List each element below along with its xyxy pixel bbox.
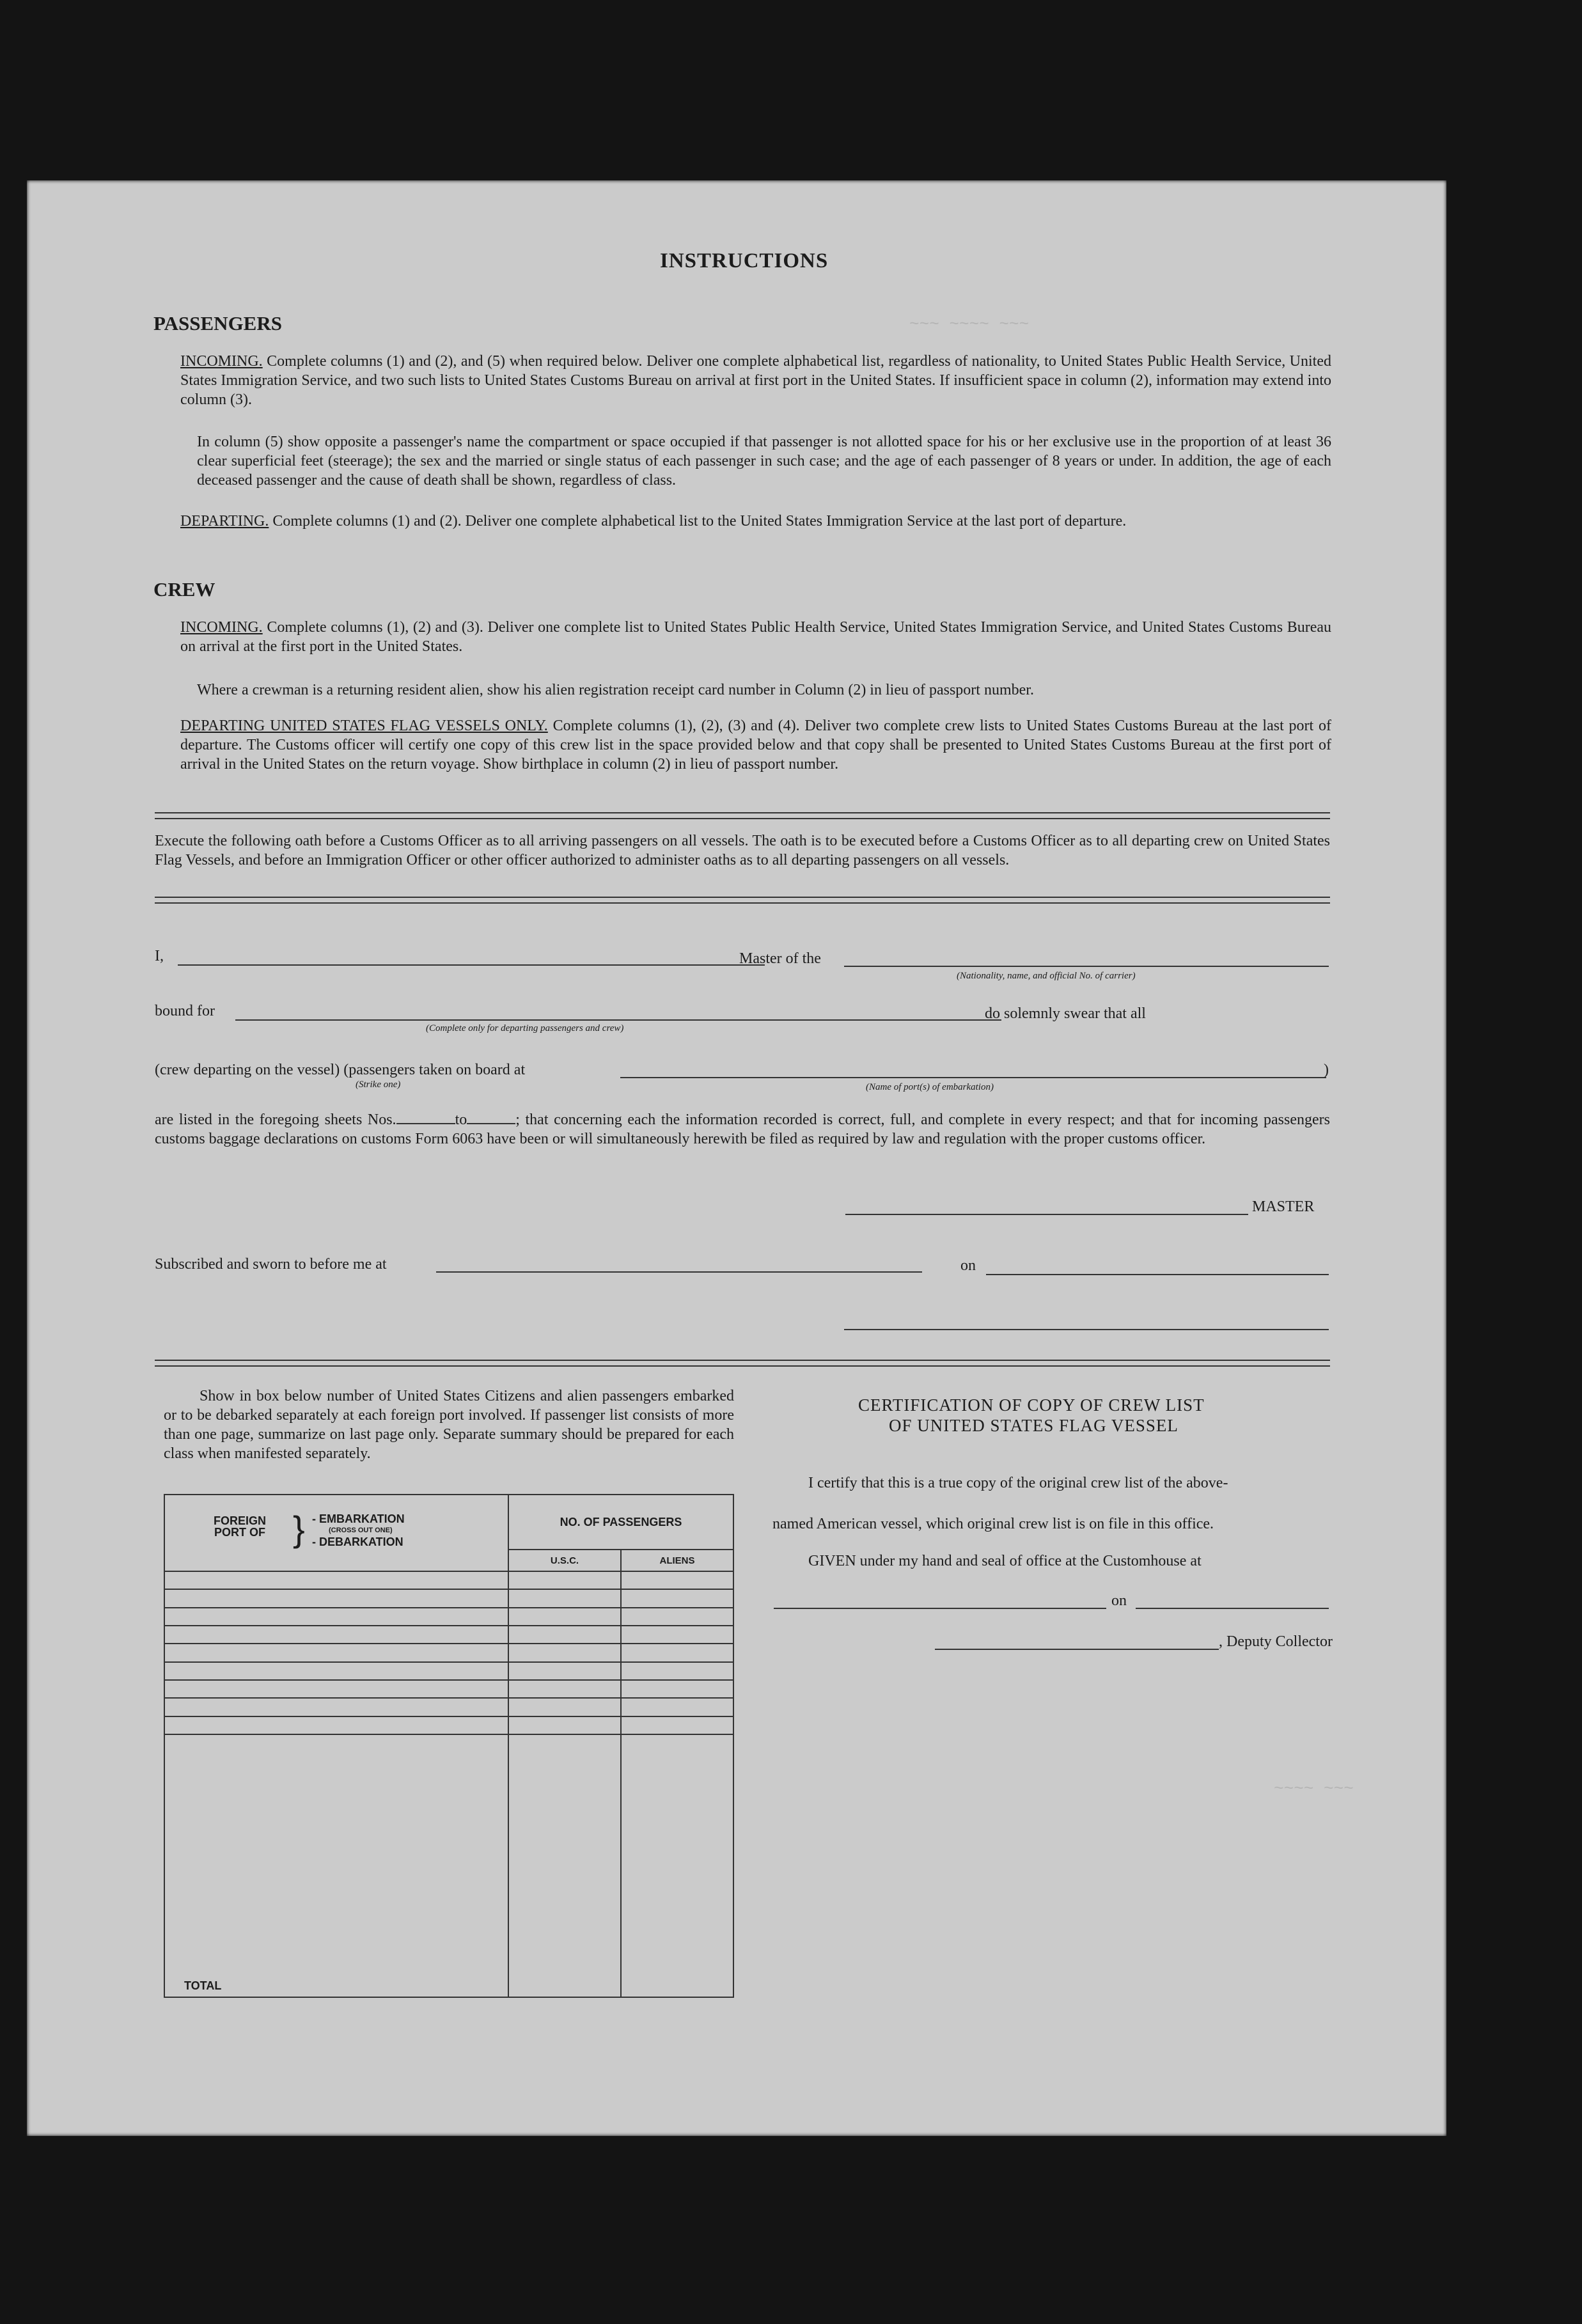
usc-cell[interactable]: [508, 1716, 621, 1734]
port-cell[interactable]: [164, 1716, 508, 1734]
officer-signature-field[interactable]: [844, 1329, 1329, 1330]
foreign-port-of-label: FOREIGN PORT OF: [213, 1514, 266, 1539]
swear-label: do solemnly swear that all: [985, 1005, 1146, 1022]
carrier-field[interactable]: [844, 966, 1329, 967]
brace-glyph: }: [293, 1509, 305, 1549]
table-row: [164, 1589, 733, 1607]
cert-on-label: on: [1111, 1592, 1127, 1609]
usc-cell[interactable]: [508, 1608, 621, 1626]
departing-only-note: (Complete only for departing passengers and crew): [426, 1023, 624, 1033]
crew-departing-text: Complete columns (1), (2), (3) and (4). Deliver two complete crew lists to United States Customs Bureau at the last port of departure. The Customs officer will certify one copy of this crew list in the space provided below and that copy shall be presented to United States Customs Bureau at the first port of arrival in the United States on the return voyage. Show birthplace in column (2) in lieu of passport number.: [180, 718, 1331, 773]
usc-total-cell[interactable]: [508, 1734, 621, 1997]
embarkation-label: - EMBARKATION: [312, 1512, 405, 1525]
table-row: [164, 1662, 733, 1680]
customhouse-field[interactable]: [774, 1608, 1106, 1609]
oath-i-label: I,: [155, 948, 164, 964]
oath-intro: Execute the following oath before a Customs Officer as to all arriving passengers on all vessels. The oath is to be executed before a Customs Officer as to all departing crew on United States Flag Vessels, and before an Immigration Officer or other officer authorized to administer oaths as to all departing passengers on all vessels.: [155, 833, 1330, 868]
table-row: [164, 1680, 733, 1698]
no-of-passengers-header: NO. OF PASSENGERS: [508, 1495, 733, 1550]
master-name-field[interactable]: [178, 964, 765, 966]
port-cell[interactable]: [164, 1571, 508, 1589]
divider: [155, 812, 1330, 819]
aliens-cell[interactable]: [621, 1608, 733, 1626]
sheet-to-field[interactable]: [467, 1123, 515, 1124]
usc-header: U.S.C.: [508, 1550, 621, 1571]
listed-label: are listed in the foregoing sheets Nos.: [155, 1111, 396, 1128]
table-row: [164, 1626, 733, 1644]
crew-resident: Where a crewman is a returning resident alien, show his alien registration receipt card number in Column (2) in lieu of passport number.: [197, 682, 1034, 698]
port-cell[interactable]: [164, 1644, 508, 1661]
bound-for-field[interactable]: [235, 1019, 1001, 1021]
divider: [155, 1360, 1330, 1367]
sworn-date-field[interactable]: [986, 1274, 1329, 1275]
subscribed-label: Subscribed and sworn to before me at: [155, 1256, 387, 1273]
divider: [155, 897, 1330, 904]
table-row: [164, 1608, 733, 1626]
aliens-cell[interactable]: [621, 1644, 733, 1661]
listed-remainder: ; that concerning each the information recorded is correct, full, and complete in every respect; and that for incoming passengers customs baggage declarations on customs Form 6063 have been or will simultaneously herewith be filed as required by law and regulation with the proper customs officer.: [155, 1111, 1330, 1147]
oath-listed-text: [155, 1110, 1330, 1149]
usc-cell[interactable]: [508, 1644, 621, 1661]
usc-cell[interactable]: [508, 1626, 621, 1644]
crew-incoming-label: INCOMING.: [180, 619, 263, 636]
deputy-collector-label: , Deputy Collector: [1219, 1633, 1333, 1650]
aliens-cell[interactable]: [621, 1571, 733, 1589]
page-title: INSTRUCTIONS: [660, 249, 829, 272]
close-paren: ): [1324, 1062, 1329, 1078]
passengers-incoming: [180, 352, 1331, 409]
passengers-column5: In column (5) show opposite a passenger's name the compartment or space occupied if that passenger is not allotted space for his or her exclusive use in the proportion of at least 36 clear superficial feet (steerage); the sex and the married or single status of each passenger in such case; and the age of each passenger of 8 years or under. In addition, the age of each deceased passenger and the cause of death shall be shown, regardless of class.: [197, 434, 1331, 489]
port-cell[interactable]: [164, 1698, 508, 1716]
passengers-departing: [180, 512, 1331, 531]
usc-cell[interactable]: [508, 1571, 621, 1589]
departing-text: Complete columns (1) and (2). Deliver one complete alphabetical list to the United States Immigration Service at the last port of departure.: [272, 513, 1127, 530]
total-label: TOTAL: [164, 1734, 508, 1997]
crew-heading: CREW: [153, 578, 215, 601]
passengers-heading: PASSENGERS: [153, 312, 282, 334]
sheet-from-field[interactable]: [396, 1123, 455, 1124]
port-cell[interactable]: [164, 1662, 508, 1680]
deputy-signature-field[interactable]: [935, 1649, 1219, 1650]
usc-cell[interactable]: [508, 1698, 621, 1716]
bleed-through-text: ~~~~ ~~~: [1274, 1779, 1354, 1798]
departing-label: DEPARTING.: [180, 513, 269, 530]
foreign-port-header: [164, 1495, 508, 1571]
port-cell[interactable]: [164, 1589, 508, 1607]
strike-one-note: (Strike one): [356, 1080, 401, 1090]
form-sheet: [27, 180, 1446, 2136]
aliens-cell[interactable]: [621, 1680, 733, 1698]
aliens-cell[interactable]: [621, 1698, 733, 1716]
certification-title-1: CERTIFICATION OF COPY OF CREW LIST: [858, 1395, 1205, 1415]
crew-departing-label: DEPARTING UNITED STATES FLAG VESSELS ONLY.: [180, 718, 548, 734]
table-row: [164, 1698, 733, 1716]
master-signature-field[interactable]: [845, 1214, 1248, 1215]
sworn-on-label: on: [960, 1257, 976, 1274]
certify-line-2: named American vessel, which original crew list is on file in this office.: [772, 1516, 1214, 1532]
total-row: [164, 1734, 733, 1997]
port-cell[interactable]: [164, 1626, 508, 1644]
master-of-the-label: Master of the: [739, 950, 821, 967]
table-row: [164, 1716, 733, 1734]
incoming-label: INCOMING.: [180, 353, 263, 370]
usc-cell[interactable]: [508, 1680, 621, 1698]
sworn-place-field[interactable]: [436, 1271, 922, 1273]
carrier-note: (Nationality, name, and official No. of carrier): [957, 971, 1136, 981]
crew-departing: [180, 716, 1331, 774]
aliens-total-cell[interactable]: [621, 1734, 733, 1997]
certify-line-1: I certify that this is a true copy of the original crew list of the above-: [808, 1475, 1228, 1491]
usc-cell[interactable]: [508, 1589, 621, 1607]
usc-cell[interactable]: [508, 1662, 621, 1680]
aliens-cell[interactable]: [621, 1626, 733, 1644]
crew-incoming-text: Complete columns (1), (2) and (3). Deliver one complete list to United States Public Health Service, United States Immigration Service, and United States Customs Bureau on arrival at the first port in the United States.: [180, 619, 1331, 655]
embarkation-ports-field[interactable]: [620, 1077, 1326, 1078]
bound-for-label: bound for: [155, 1003, 215, 1019]
summary-instructions: Show in box below number of United States Citizens and alien passengers embarked or to be debarked separately at each foreign port involved. If passenger list consists of more than one page, summarize on last page only. Separate summary should be prepared for each class when manifested separately.: [164, 1388, 734, 1462]
port-cell[interactable]: [164, 1680, 508, 1698]
debarkation-label: - DEBARKATION: [312, 1535, 403, 1548]
cross-out-note: (CROSS OUT ONE): [329, 1527, 393, 1534]
certification-title-2: OF UNITED STATES FLAG VESSEL: [889, 1416, 1179, 1435]
bleed-through-text: ~~~ ~~~~ ~~~: [909, 315, 1030, 334]
listed-to: to: [455, 1111, 467, 1128]
crew-incoming: [180, 618, 1331, 656]
aliens-header: ALIENS: [621, 1550, 733, 1571]
port-cell[interactable]: [164, 1608, 508, 1626]
aliens-cell[interactable]: [621, 1589, 733, 1607]
master-label: MASTER: [1252, 1198, 1315, 1215]
crew-passengers-label: (crew departing on the vessel) (passengers taken on board at: [155, 1062, 526, 1078]
table-row: [164, 1644, 733, 1661]
given-line: GIVEN under my hand and seal of office at the Customhouse at: [808, 1553, 1202, 1569]
table-row: [164, 1571, 733, 1589]
ports-note: (Name of port(s) of embarkation): [866, 1082, 994, 1092]
aliens-cell[interactable]: [621, 1716, 733, 1734]
incoming-text: Complete columns (1) and (2), and (5) when required below. Deliver one complete alphabetical list, regardless of nationality, to United States Public Health Service, United States Immigration Service, and two such lists to United States Customs Bureau on arrival at first port in the United States. If insufficient space in column (2), information may extend into column (3).: [180, 353, 1332, 408]
cert-date-field[interactable]: [1136, 1608, 1329, 1609]
aliens-cell[interactable]: [621, 1662, 733, 1680]
passenger-summary-table: [164, 1494, 734, 1998]
